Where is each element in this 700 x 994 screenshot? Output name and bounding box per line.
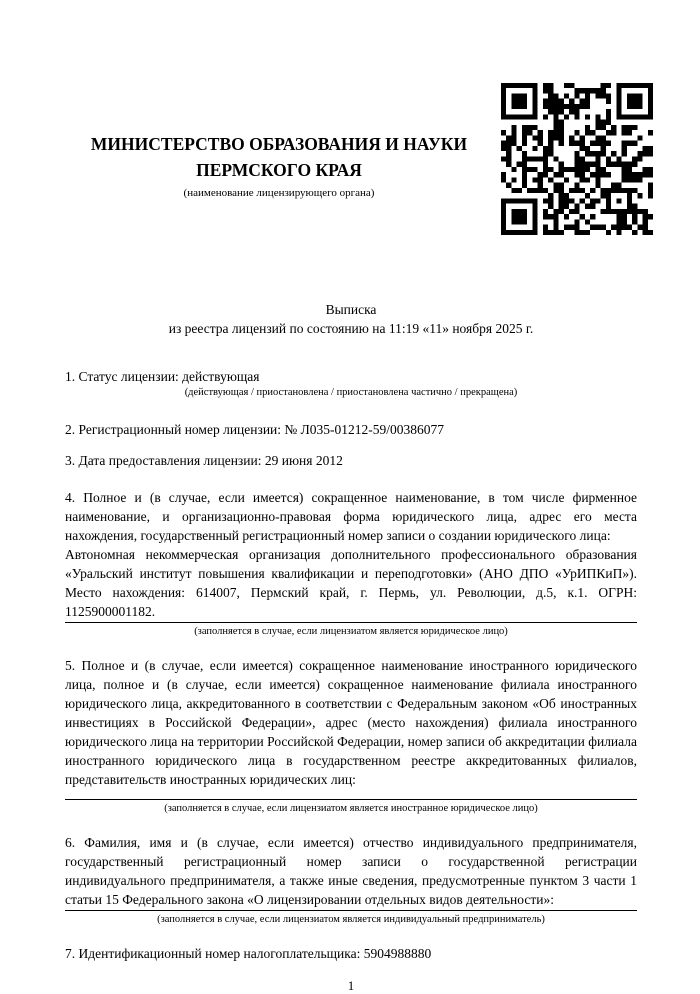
document-title-line2: из реестра лицензий по состоянию на 11:19 «11» ноября 2025 г. [168,321,534,336]
individual-entrepreneur-question: 6. Фамилия, имя и (в случае, если имеется) отчество индивидуального предпринимателя, государственный регистрационный номер записи о государственной регистрации индивидуального предпринимателя, а также иные сведения, предусмотренные пунктом 3 части 1 статьи 15 Федерального закона «О лицензировании отдельных видов деятельности»: [65,835,637,907]
document-title [65,300,637,338]
licensing-authority-block [65,131,493,200]
ministry-caption: (наименование лицензирующего органа) [183,187,375,199]
ministry-name-line1: МИНИСТЕРСТВО ОБРАЗОВАНИЯ И НАУКИ [90,134,468,154]
foreign-entity-item [65,656,637,815]
license-status-item [65,367,637,399]
legal-entity-caption: (заполняется в случае, если лицензиатом является юридическое лицо) [194,626,508,637]
registration-number-item [65,420,637,439]
legal-entity-question: 4. Полное и (в случае, если имеется) сокращенное наименование, в том числе фирменное наименование, и организационно-правовая форма юридического лица, адрес его места нахождения, государственный регистрационный номер записи о создании юридического лица: [65,490,637,543]
legal-entity-field [65,488,637,623]
legal-entity-answer: Автономная некоммерческая организация дополнительного профессионального образования «Уральский институт повышения квалификации и переподготовки» (АНО ДПО «УрИПКиП»). Место нахождения: 614007, Пермский край, г. Пермь, ул. Революции, д.5, к.1. ОГРН: 1125900001182. [65,547,637,619]
license-status-text: 1. Статус лицензии: действующая [65,369,260,384]
ministry-name [65,131,493,183]
page-number: 1 [347,978,355,993]
individual-entrepreneur-caption: (заполняется в случае, если лицензиатом является индивидуальный предприниматель) [157,914,545,925]
ministry-name-line2: ПЕРМСКОГО КРАЯ [196,160,362,180]
license-grant-date-text: 3. Дата предоставления лицензии: 29 июня 2012 [65,453,343,468]
license-status-caption: (действующая / приостановлена / приостановлена частично / прекращена) [184,387,518,398]
individual-entrepreneur-item [65,833,637,926]
foreign-entity-caption: (заполняется в случае, если лицензиатом является иностранное юридическое лицо) [164,803,538,814]
document-title-line1: Выписка [325,302,377,317]
legal-entity-item [65,488,637,638]
taxpayer-id-item [65,944,637,963]
taxpayer-id-text: 7. Идентификационный номер налогоплательщика: 5904988880 [65,946,432,961]
document-header [65,85,637,240]
foreign-entity-answer-field [65,789,637,800]
registration-number-text: 2. Регистрационный номер лицензии: № Л035-01212-59/00386077 [65,422,445,437]
license-grant-date-item [65,451,637,470]
individual-entrepreneur-field [65,833,637,911]
foreign-entity-question: 5. Полное и (в случае, если имеется) сокращенное наименование иностранного юридического лица, полное и (в случае, если имеется) сокращенное наименование филиала иностранного юридического лица, аккредитованного в соответствии с Федеральным законом «Об иностранных инвестициях в Российской Федерации», адрес (место нахождения) филиала иностранного юридического лица на территории Российской Федерации, номер записи об аккредитации филиала иностранного юридического лица в государственном реестре аккредитованных филиалов, представительств иностранных юридических лиц: [65,658,637,787]
qr-code-icon [501,83,653,235]
